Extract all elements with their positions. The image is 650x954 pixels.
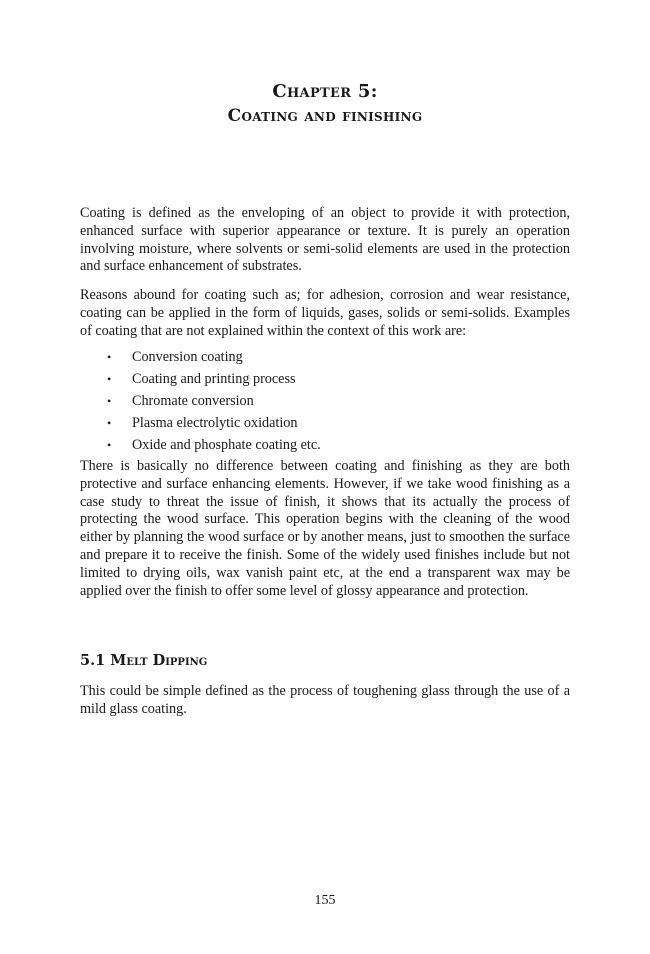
melt-dipping-paragraph-block [80, 683, 570, 725]
list-item [80, 412, 570, 434]
finishing-paragraph-block [80, 458, 570, 606]
list-item-text: Plasma electrolytic oxidation [132, 415, 298, 431]
list-item [80, 434, 570, 456]
section-heading: 5.1 Melt Dipping [80, 652, 208, 669]
bullet-icon: • [107, 416, 112, 430]
bullet-icon: • [107, 350, 112, 364]
list-item [80, 368, 570, 390]
coating-examples-list [80, 346, 570, 456]
paragraph-reasons: Reasons abound for coating such as; for adhesion, corrosion and wear resistance, coating can be applied in the form of liquids, gases, solids or semi-solids. Examples of coating that are not explained within the context of this work are: [80, 287, 570, 339]
page-number: 155 [314, 893, 336, 908]
bullet-icon: • [107, 394, 112, 408]
intro-paragraph-block [80, 205, 570, 282]
paragraph-melt-dipping: This could be simple defined as the process of toughening glass through the use of a mild glass coating. [80, 683, 570, 717]
list-item [80, 346, 570, 368]
list-item-text: Conversion coating [132, 349, 243, 365]
list-item [80, 390, 570, 412]
chapter-number: Chapter 5: [272, 81, 378, 102]
reasons-paragraph-block [80, 287, 570, 346]
chapter-heading [0, 80, 650, 128]
paragraph-finishing: There is basically no difference between coating and finishing as they are both protective and surface enhancing elements. However, if we take wood finishing as a case study to threat the issue of finish, it shows that its actually the process of protecting the wood surface. This operation begins with the cleaning of the wood either by planning the wood surface or by another means, just to smoothen the surface and prepare it to receive the finish. Some of the widely used finishes include but not limited to drying oils, wax vanish paint etc, at the end a transparent wax may be applied over the finish to offer some level of glossy appearance and protection. [80, 458, 570, 599]
list-item-text: Coating and printing process [132, 371, 296, 387]
paragraph-intro: Coating is defined as the enveloping of an object to provide it with protection, enhanced surface with superior appearance or texture. It is purely an operation involving moisture, where solvents or semi-solid elements are used in the protection and surface enhancement of substrates. [80, 205, 570, 275]
bullet-icon: • [107, 372, 112, 386]
chapter-title: Coating and finishing [227, 106, 423, 126]
list-item-text: Oxide and phosphate coating etc. [132, 437, 321, 453]
bullet-icon: • [107, 438, 112, 452]
list-item-text: Chromate conversion [132, 393, 254, 409]
